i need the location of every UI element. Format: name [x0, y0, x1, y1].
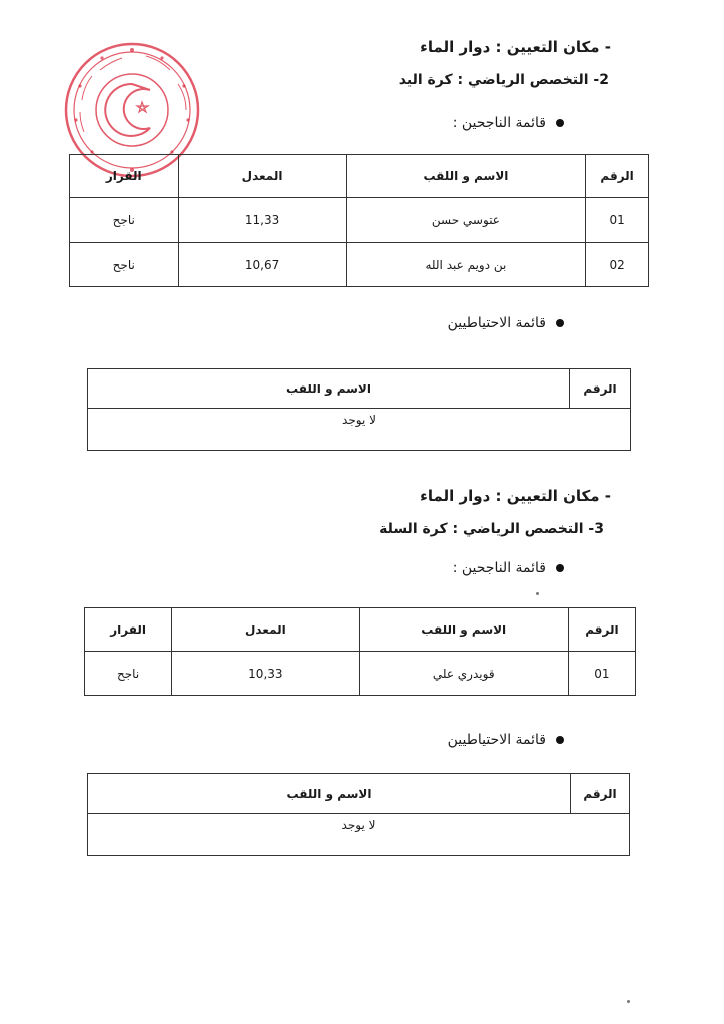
section2-reserve-table	[87, 368, 631, 451]
section3-place: - مكان التعيين : دوار الماء	[420, 487, 611, 505]
section3-winners-title: قائمة الناجحين :	[452, 560, 546, 576]
table-row	[88, 814, 630, 856]
cell-decision: ناجح	[70, 243, 179, 287]
section3-winners-heading	[453, 560, 564, 576]
cell-average: 10,33	[172, 652, 359, 696]
section2-winners-title: قائمة الناجحين :	[452, 115, 546, 131]
table-header-row	[85, 608, 636, 652]
header-name: الاسم و اللقب	[359, 608, 568, 652]
header-average: المعدل	[172, 608, 359, 652]
header-average: المعدل	[178, 155, 346, 198]
bullet-icon	[556, 119, 564, 127]
header-name: الاسم و اللقب	[88, 369, 570, 409]
section2-place: - مكان التعيين : دوار الماء	[420, 38, 611, 56]
cell-number: 01	[568, 652, 635, 696]
section2-reserve-title: قائمة الاحتياطيين	[447, 315, 546, 331]
section3-winners-table	[84, 607, 636, 696]
header-number: الرقم	[586, 155, 649, 198]
table-header-row	[88, 774, 630, 814]
section2-specialty: 2- التخصص الرياضي : كرة اليد	[398, 72, 609, 88]
cell-name: قويدري علي	[359, 652, 568, 696]
header-number: الرقم	[571, 774, 630, 814]
header-number: الرقم	[568, 608, 635, 652]
table-header-row	[88, 369, 631, 409]
header-number: الرقم	[570, 369, 631, 409]
scan-speck	[627, 1000, 630, 1003]
table-header-row	[70, 155, 649, 198]
scan-speck	[536, 592, 539, 595]
section3-reserve-table	[87, 773, 630, 856]
header-name: الاسم و اللقب	[346, 155, 586, 198]
cell-number: 01	[586, 198, 649, 243]
header-name: الاسم و اللقب	[88, 774, 571, 814]
cell-decision: ناجح	[70, 198, 179, 243]
bullet-icon	[556, 564, 564, 572]
cell-average: 10,67	[178, 243, 346, 287]
cell-average: 11,33	[178, 198, 346, 243]
cell-name: عتوسي حسن	[346, 198, 586, 243]
table-row	[70, 243, 649, 287]
cell-empty: لا يوجد	[88, 409, 631, 451]
table-row	[70, 198, 649, 243]
cell-empty: لا يوجد	[88, 814, 630, 856]
cell-number: 02	[586, 243, 649, 287]
header-decision: القرار	[70, 155, 179, 198]
table-row	[85, 652, 636, 696]
section2-winners-table	[69, 154, 649, 287]
section3-reserve-title: قائمة الاحتياطيين	[447, 732, 546, 748]
cell-name: بن دويم عبد الله	[346, 243, 586, 287]
section3-specialty: 3- التخصص الرياضي : كرة السلة	[379, 521, 604, 537]
section2-reserve-heading	[448, 315, 564, 331]
section3-reserve-heading	[448, 732, 564, 748]
section2-winners-heading	[453, 115, 564, 131]
bullet-icon	[556, 319, 564, 327]
header-decision: القرار	[85, 608, 172, 652]
table-row	[88, 409, 631, 451]
bullet-icon	[556, 736, 564, 744]
cell-decision: ناجح	[85, 652, 172, 696]
